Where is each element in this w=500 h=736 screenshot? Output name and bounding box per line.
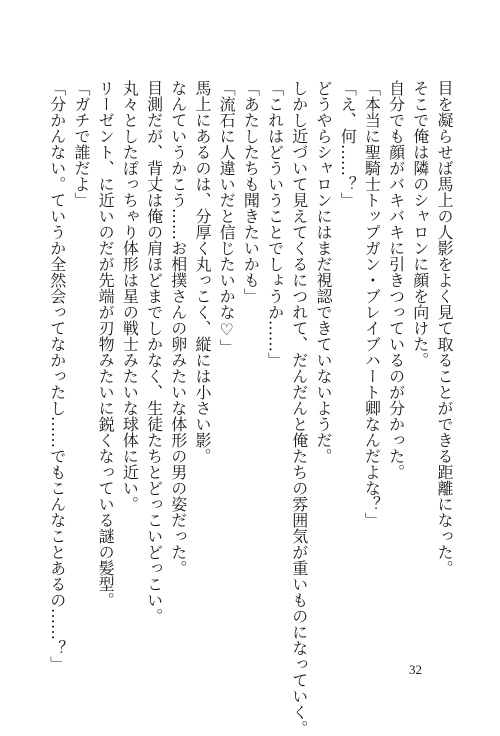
text-line: しかし近づいて見えてくるにつれて、だんだんと俺たちの雰囲気が重いものになっていく。 — [289, 80, 309, 736]
text-line: なんていうかこう……お相撲さんの卵みたいな体形の男の姿だった。 — [168, 80, 188, 576]
text-line: 「本当に聖騎士トップガン・ブレイブハート卿なんだよな？」 — [362, 80, 382, 528]
text-line: 馬上にあるのは、分厚く丸っこく、縦には小さい影。 — [192, 80, 212, 464]
text-line: 目測だが、背丈は俺の肩ほどまでしかなく、生徒たちとどっこいどっこい。 — [144, 80, 164, 624]
text-line: どうやらシャロンにはまだ視認できていないようだ。 — [313, 80, 333, 464]
text-line: 「これはどういうことでしょうか……」 — [265, 80, 285, 368]
text-line: 目を凝らせば馬上の人影をよく見て取ることができる距離になった。 — [435, 80, 454, 576]
text-line: 「え、何……？」 — [338, 80, 358, 208]
text-line: 「流石に人違いだと信じたいかな♡」 — [217, 80, 237, 355]
text-line: 「あたしたちも聞きたいかも」 — [241, 80, 261, 304]
text-line: そこで俺は隣のシャロンに顔を向けた。 — [410, 80, 430, 368]
text-line: 丸々としたぽっちゃり体形は星の戦士みたいな球体に近い。 — [120, 80, 140, 512]
text-line: 自分でも顔がバキバキに引きつっているのが分かった。 — [386, 80, 406, 480]
text-line: 「ガチで誰だよ」 — [71, 80, 91, 208]
text-line: 「分かんない。ていうか全然会ってなかったし……でもこんなことあるの……？」 — [47, 80, 67, 672]
text-line: リーゼント、に近いのだが先端が刃物みたいに鋭くなっている謎の髪型。 — [96, 80, 116, 608]
page-number: 32 — [409, 662, 422, 677]
